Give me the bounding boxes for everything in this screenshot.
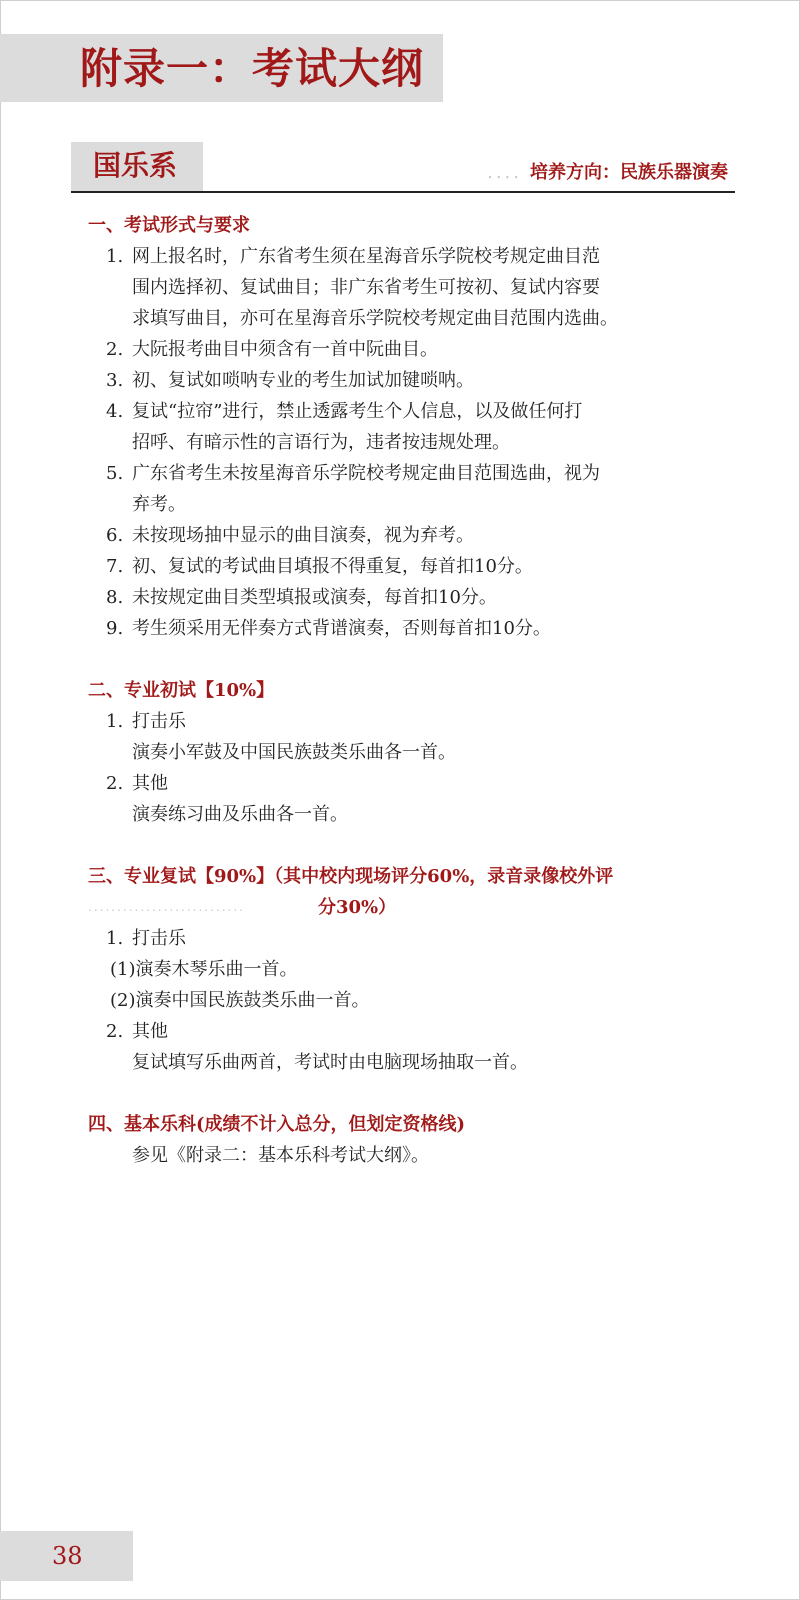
item-title: 打击乐: [132, 711, 186, 732]
section2-item-2-desc: 演奏练习曲及乐曲各一首。: [132, 804, 348, 825]
item-number: 4.: [106, 401, 124, 422]
section2-item-2: [88, 768, 728, 799]
item-text: 招呼、有暗示性的言语行为，违者按违规处理。: [132, 432, 510, 453]
item-text: 网上报名时，广东省考生须在星海音乐学院校考规定曲目范: [132, 246, 600, 267]
section1-item-5: [88, 458, 728, 489]
section3-item-1: [88, 923, 728, 954]
item-text: 复试“拉帘”进行，禁止透露考生个人信息，以及做任何打: [132, 401, 583, 422]
section1-item-8: [88, 582, 728, 613]
direction-text: 培养方向：民族乐器演奏: [530, 162, 728, 183]
section3-heading-cont: [88, 892, 728, 923]
item-title: 其他: [132, 773, 168, 794]
item-number: 7.: [106, 556, 124, 577]
item-number: 5.: [106, 463, 124, 484]
department-name: 国乐系: [93, 149, 178, 182]
section4-desc: 参见《附录二：基本乐科考试大纲》。: [132, 1145, 429, 1166]
section1-item-1: [88, 241, 728, 272]
item-text: 大阮报考曲目中须含有一首中阮曲目。: [132, 339, 438, 360]
item-number: 2.: [106, 1021, 124, 1042]
heading-cont-text: 分30%）: [318, 897, 397, 918]
heading-dots: ...........................: [88, 900, 245, 914]
page-number: 38: [52, 1542, 83, 1570]
section3-sub-1: (1)演奏木琴乐曲一首。: [110, 959, 298, 980]
item-title: 其他: [132, 1021, 168, 1042]
item-text: 未按规定曲目类型填报或演奏，每首扣10分。: [132, 587, 497, 608]
section2-item-1: [88, 706, 728, 737]
item-number: 9.: [106, 618, 124, 639]
section1-item-7: [88, 551, 728, 582]
item-text: 初、复试如唢呐专业的考生加试加键唢呐。: [132, 370, 474, 391]
page-title: 附录一：考试大纲: [80, 44, 425, 93]
department-divider: [71, 191, 735, 193]
item-number: 6.: [106, 525, 124, 546]
direction-dots: ....: [487, 162, 522, 183]
section2-item-1-desc: 演奏小军鼓及中国民族鼓类乐曲各一首。: [132, 742, 456, 763]
item-text: 初、复试的考试曲目填报不得重复，每首扣10分。: [132, 556, 533, 577]
item-number: 1.: [106, 711, 124, 732]
section2-heading: 二、专业初试【10%】: [88, 680, 275, 701]
section1-item-1-cont: [88, 303, 728, 334]
item-title: 打击乐: [132, 928, 186, 949]
item-text: 考生须采用无伴奏方式背谱演奏，否则每首扣10分。: [132, 618, 551, 639]
section1-list: [88, 241, 728, 644]
item-text: 未按现场抽中显示的曲目演奏，视为弃考。: [132, 525, 474, 546]
section3-item-2: [88, 1016, 728, 1047]
item-number: 3.: [106, 370, 124, 391]
section1-item-6: [88, 520, 728, 551]
section1-item-9: [88, 613, 728, 644]
syllabus-content: [88, 210, 728, 1171]
item-number: 1.: [106, 928, 124, 949]
section4-heading: 四、基本乐科(成绩不计入总分，但划定资格线): [88, 1114, 466, 1135]
training-direction: [487, 160, 728, 186]
item-text: 求填写曲目，亦可在星海音乐学院校考规定曲目范围内选曲。: [132, 308, 618, 329]
section1-item-4-cont: [88, 427, 728, 458]
item-number: 8.: [106, 587, 124, 608]
item-number: 2.: [106, 773, 124, 794]
section1-item-3: [88, 365, 728, 396]
item-number: 1.: [106, 246, 124, 267]
section3-sub-2: (2)演奏中国民族鼓类乐曲一首。: [110, 990, 370, 1011]
item-text: 弃考。: [132, 494, 186, 515]
section1-item-4: [88, 396, 728, 427]
section3-heading: 三、专业复试【90%】（其中校内现场评分60%，录音录像校外评: [88, 866, 614, 887]
section1-item-2: [88, 334, 728, 365]
item-text: 广东省考生未按星海音乐学院校考规定曲目范围选曲，视为: [132, 463, 600, 484]
section1-heading: 一、考试形式与要求: [88, 215, 250, 236]
item-number: 2.: [106, 339, 124, 360]
section1-item-5-cont: [88, 489, 728, 520]
section1-item-1-cont: [88, 272, 728, 303]
item-text: 围内选择初、复试曲目；非广东省考生可按初、复试内容要: [132, 277, 600, 298]
section3-item-2-desc: 复试填写乐曲两首，考试时由电脑现场抽取一首。: [132, 1052, 528, 1073]
